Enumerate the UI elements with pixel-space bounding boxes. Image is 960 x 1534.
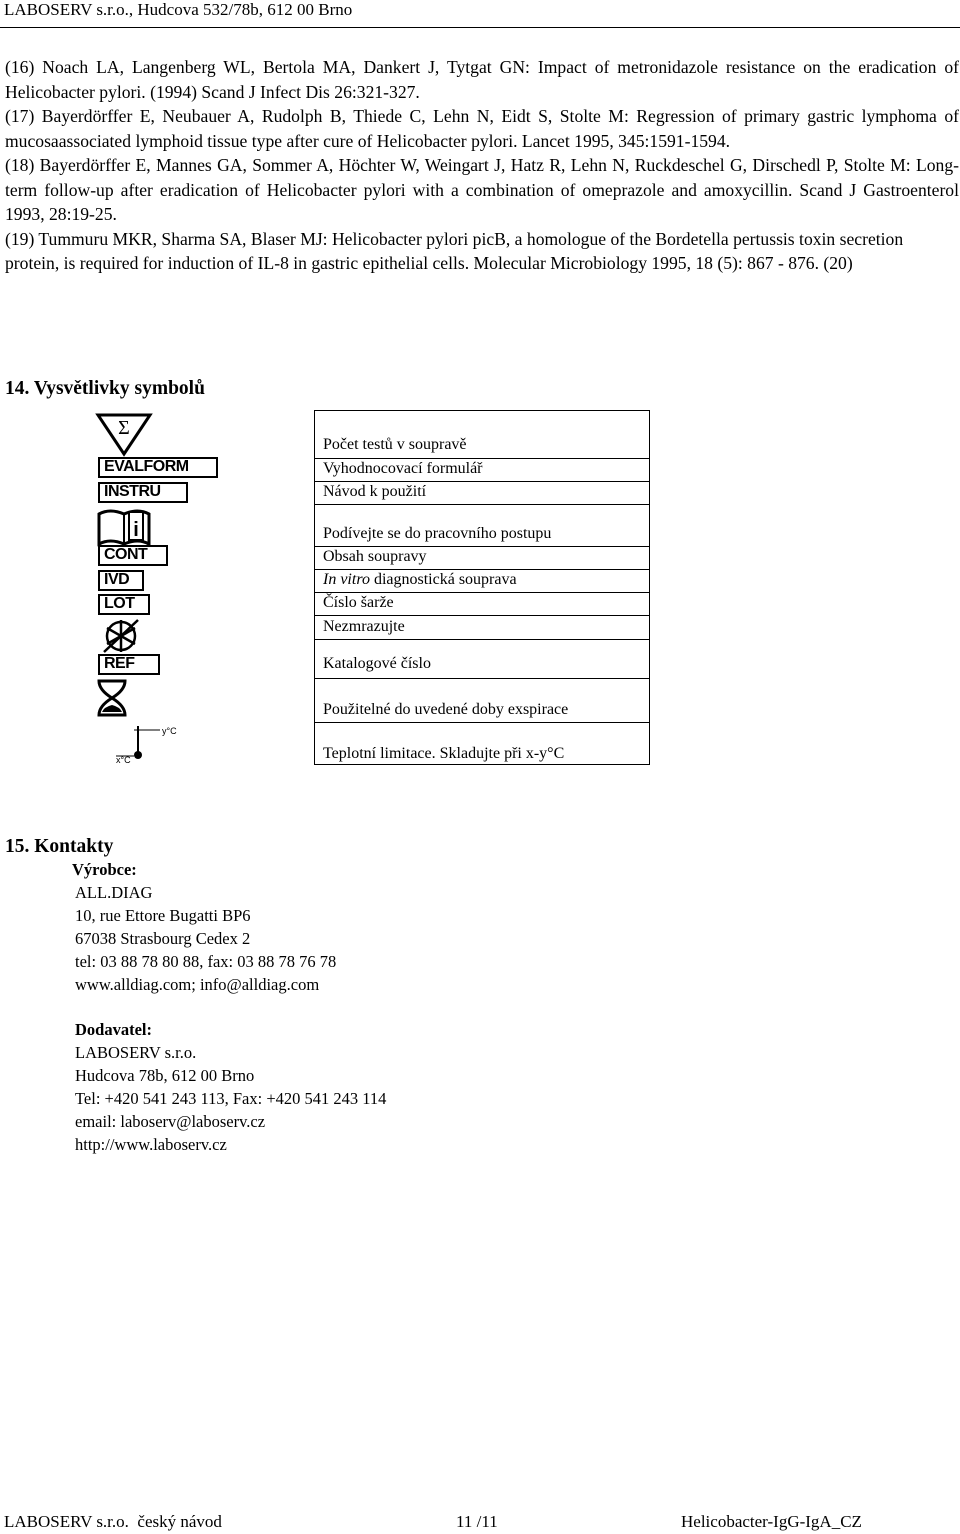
supplier-email: email: laboserv@laboserv.cz	[75, 1112, 266, 1131]
info-letter: i	[133, 519, 139, 541]
ivd-icon: IVD	[98, 570, 144, 591]
cont-icon: CONT	[98, 545, 168, 566]
contacts-section-title: 15. Kontakty	[5, 836, 114, 857]
page-header: LABOSERV s.r.o., Hudcova 532/78b, 612 00 Brno	[4, 0, 353, 19]
symbols-table	[90, 410, 650, 765]
manufacturer-phone: tel: 03 88 78 80 88, fax: 03 88 78 76 78	[75, 952, 337, 971]
footer-page-number: 11 /11	[456, 1512, 498, 1531]
symbols-section-title: 14. Vysvětlivky symbolů	[5, 378, 205, 399]
ref-icon: REF	[98, 654, 160, 675]
contacts-block	[72, 858, 387, 1156]
footer-left: LABOSERV s.r.o. český návod	[4, 1512, 222, 1531]
header-divider	[0, 27, 960, 28]
temp-high-label: y°C	[162, 726, 177, 736]
thermometer-icon	[112, 722, 192, 764]
manufacturer-address: 10, rue Ettore Bugatti BP6	[75, 906, 251, 925]
manufacturer-label: Výrobce:	[72, 860, 137, 879]
supplier-phone: Tel: +420 541 243 113, Fax: +420 541 243 114	[75, 1089, 387, 1108]
reference-19: (19) Tummuru MKR, Sharma SA, Blaser MJ: Helicobacter pylori picB, a homologue of the Bordetella pertussis toxin secretion protein, is required for induction of IL-8 in gastric epithelial cells. Molecular Microbiology 1995, 18 (5): 867 - 876. (20)	[5, 228, 904, 273]
instru-icon: INSTRU	[98, 482, 188, 503]
supplier-label: Dodavatel:	[75, 1020, 152, 1039]
manufacturer-web: www.alldiag.com; info@alldiag.com	[75, 975, 320, 994]
supplier-web: http://www.laboserv.cz	[75, 1135, 227, 1154]
manufacturer-name: ALL.DIAG	[75, 883, 153, 902]
sigma-symbol-text: Σ	[118, 417, 130, 439]
evalform-icon: EVALFORM	[98, 457, 218, 478]
hourglass-icon	[96, 678, 128, 718]
references-list	[5, 55, 959, 276]
lot-icon: LOT	[98, 594, 150, 615]
supplier-name: LABOSERV s.r.o.	[75, 1043, 197, 1062]
reference-17: (17) Bayerdörffer E, Neubauer A, Rudolph B, Thiede C, Lehn N, Eidt S, Stolte M: Regression of primary gastric lymphoma of mucosaassociated lymphoid tissue type after cure of Helicobacter pylori. Lancet 1995, 345:1591-1594.	[5, 106, 959, 151]
book-info-icon	[96, 506, 152, 548]
supplier-address: Hudcova 78b, 612 00 Brno	[75, 1066, 255, 1085]
temp-low-label: x°C	[116, 755, 131, 764]
reference-18: (18) Bayerdörffer E, Mannes GA, Sommer A, Höchter W, Weingart J, Hatz R, Lehn N, Ruckdeschel G, Dirschedl P, Stolte M: Long-term follow-up after eradication of Helicobacter pylori with a combination of omeprazole and amoxycillin. Scand J Gastroenterol 1993, 28:19-25.	[5, 155, 959, 224]
do-not-freeze-icon	[98, 617, 144, 655]
symbols-icon-column	[90, 410, 314, 765]
reference-16: (16) Noach LA, Langenberg WL, Bertola MA, Dankert J, Tytgat GN: Impact of metronidazole resistance on the eradication of Helicobacter pylori. (1994) Scand J Infect Dis 26:321-327.	[5, 57, 959, 102]
sigma-icon	[94, 412, 154, 457]
footer-right: Helicobacter-IgG-IgA_CZ	[681, 1512, 862, 1531]
symbols-description-column: Počet testů v soupravě Vyhodnocovací formulář Návod k použití Podívejte se do pracovního postupu Obsah soupravy In vitro diagnostická souprava Číslo šarže Nezmrazujte Katalogové číslo Použitelné do uvedené doby exspirace Teplotní limitace. Skladujte při x-y°C	[314, 410, 650, 765]
manufacturer-city: 67038 Strasbourg Cedex 2	[75, 929, 251, 948]
